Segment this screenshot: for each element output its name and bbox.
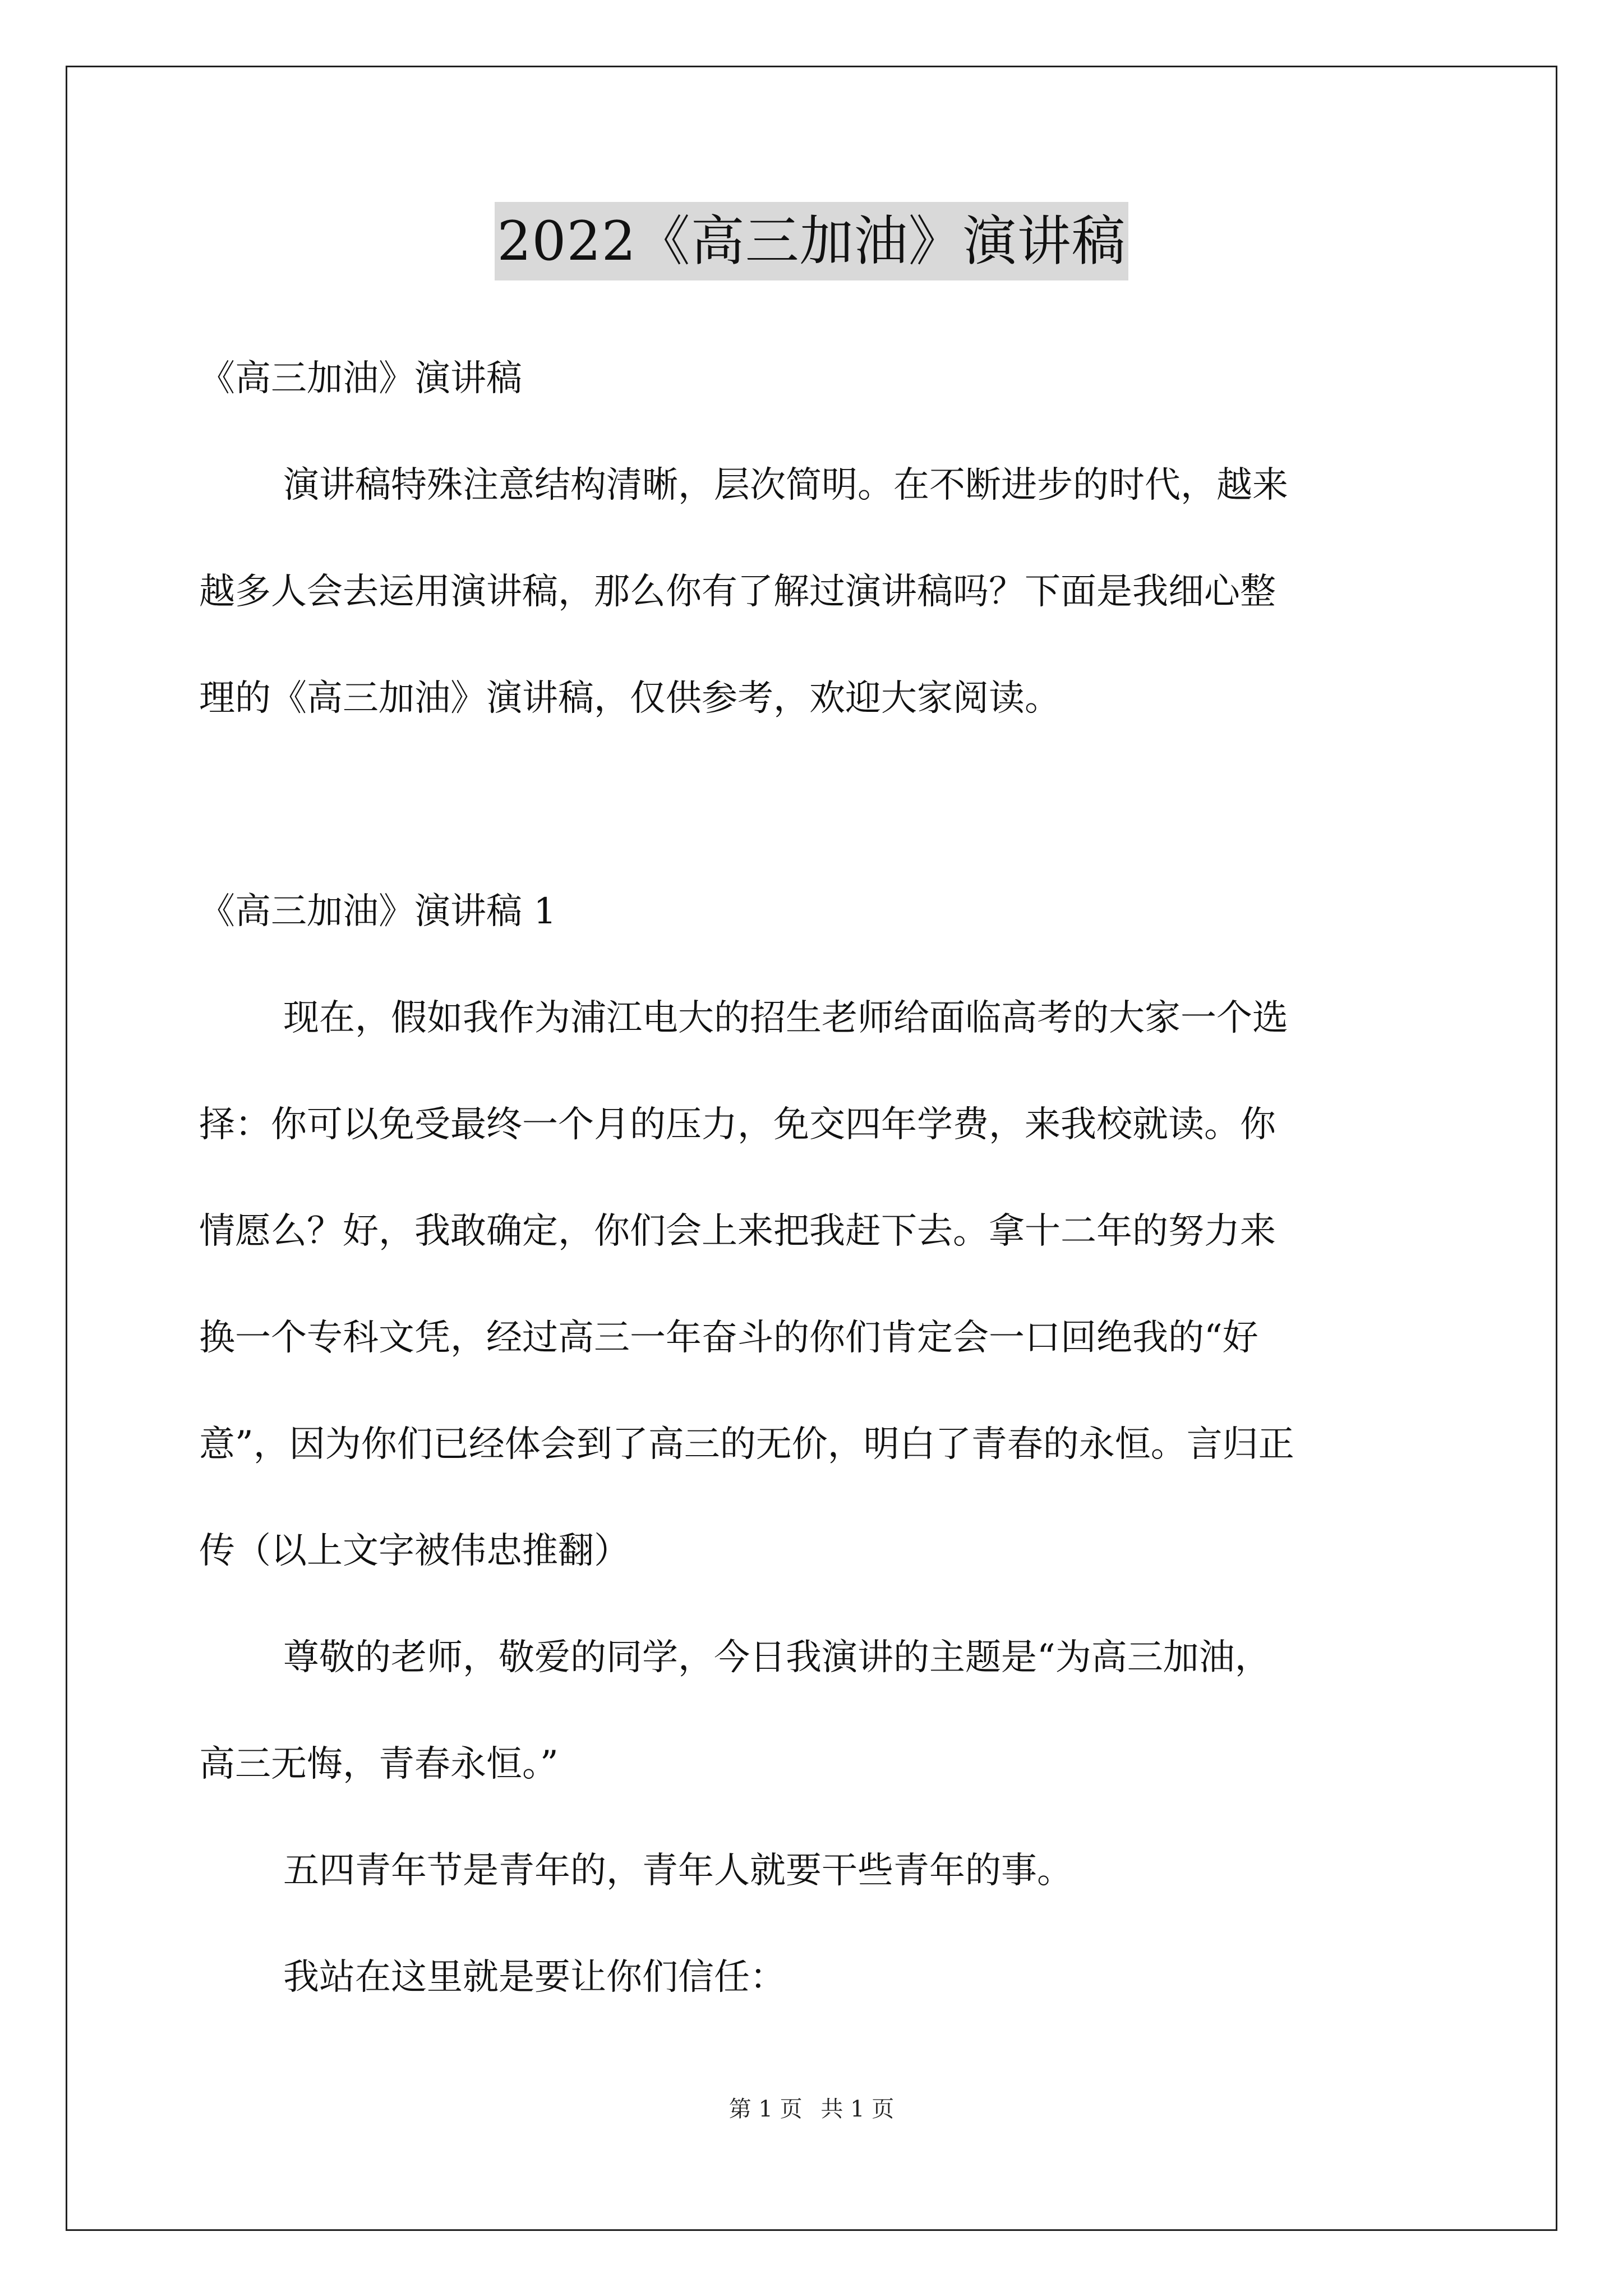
body-line: 择：你可以免受最终一个月的压力，免交四年学费，来我校就读。你 <box>199 1104 1276 1145</box>
page-total: 共 1 页 <box>820 2096 895 2122</box>
page-number: 第 1 页 <box>728 2096 803 2122</box>
body-line: 五四青年节是青年的，青年人就要干些青年的事。 <box>283 1850 1073 1892</box>
body-line: 情愿么？好，我敢确定，你们会上来把我赶下去。拿十二年的努力来 <box>199 1211 1276 1252</box>
body-line: 尊敬的老师，敬爱的同学，今日我演讲的主题是“为高三加油， <box>283 1637 1271 1678</box>
section-heading: 《高三加油》演讲稿 <box>199 358 522 399</box>
section-heading: 《高三加油》演讲稿 1 <box>199 891 557 932</box>
body-line: 理的《高三加油》演讲稿，仅供参考，欢迎大家阅读。 <box>199 678 1061 719</box>
body-line: 现在，假如我作为浦江电大的招生老师给面临高考的大家一个选 <box>283 997 1288 1039</box>
body-line: 越多人会去运用演讲稿，那么你有了解过演讲稿吗？下面是我细心整 <box>199 571 1276 613</box>
body-line: 传（以上文字被伟忠推翻） <box>199 1530 630 1572</box>
document-title: 2022《高三加油》演讲稿 <box>495 202 1128 280</box>
body-line: 换一个专科文凭，经过高三一年奋斗的你们肯定会一口回绝我的“好 <box>199 1317 1258 1359</box>
title-container <box>0 202 1623 280</box>
page-footer <box>0 2092 1623 2126</box>
body-line: 我站在这里就是要让你们信任： <box>283 1957 786 1998</box>
body-line: 演讲稿特殊注意结构清晰，层次简明。在不断进步的时代，越来 <box>283 464 1288 506</box>
body-line: 高三无悔，青春永恒。” <box>199 1743 559 1785</box>
body-line: 意”，因为你们已经体会到了高三的无价，明白了青春的永恒。言归正 <box>199 1424 1294 1465</box>
